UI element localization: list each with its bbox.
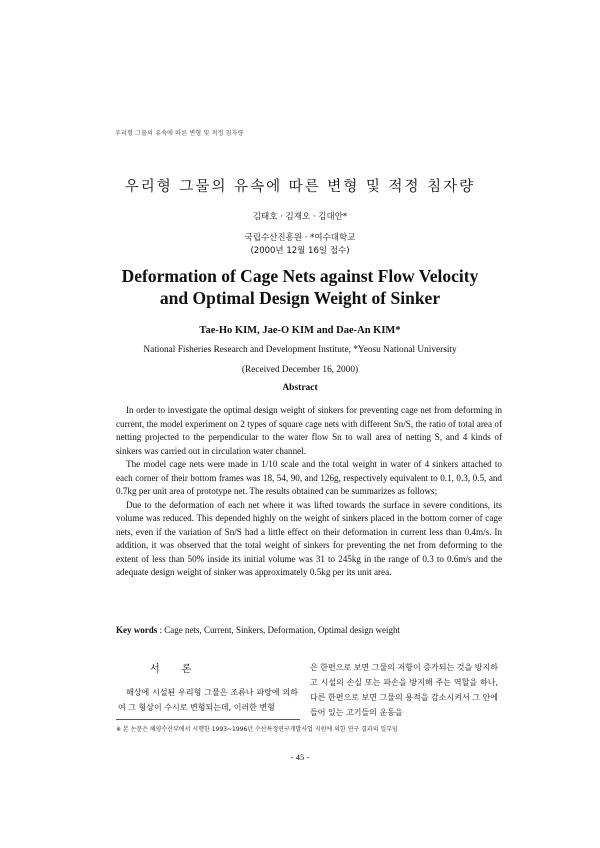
abstract-paragraph: Due to the deformation of each net where it was lifted towards the surface in severe conditions, its volume was reduced. This depended highly on the weight of sinkers placed in the bottom corner of cage nets, even if the variation of Sn/S had a little effect on their deformation in current less than 0.4m/s. In addition, it was observed that the total weight of sinkers for preventing the net from deforming to the extent of less than 50% inside its initial volume was 31 to 245kg in the range of 0.3 to 0.6m/s and the adequate design weight of sinker was approximately 0.5kg per its unit area. <box>116 499 502 577</box>
footnote: ※ 본 논문은 해양수산부에서 시행한 1993~1996년 수산특정연구개발사업 지원에 의한 연구 결과의 일부임 <box>116 726 398 733</box>
affiliation-korean: 국립수산진흥원 · *여수대학교 <box>244 233 356 243</box>
footnote-divider <box>116 719 300 720</box>
abstract-paragraph: The model cage nets were made in 1/10 scale and the total weight in water of 4 sinkers attached to each corner of their bottom frames was 18, 54, 90, and 126g, respectively equivalent to 0.1, 0.3, 0.5, and 0.7kg per unit area of prototype net. The results obtained can be summarizes as follows; <box>116 459 502 496</box>
running-head: 우리형 그물의 유속에 따른 변형 및 적정 침자량 <box>115 130 244 137</box>
affiliation-english: National Fisheries Research and Development Institute, *Yeosu National University <box>143 345 457 355</box>
authors-english: Tae-Ho KIM, Jae-O KIM and Dae-An KIM* <box>199 325 401 336</box>
received-date-korean: (2000년 12월 16일 접수) <box>250 246 350 256</box>
body-paragraph: 해상에 시설된 우리형 그물은 조류나 파랑에 의하여 그 형상이 수시로 변형되는데, 이러한 변형 <box>118 688 298 712</box>
body-text-left-column <box>118 685 298 715</box>
title-english-line1: Deformation of Cage Nets against Flow Velocity <box>121 266 479 286</box>
authors-korean: 김태호 · 김재오 · 김대안* <box>252 212 348 222</box>
abstract-heading: Abstract <box>282 383 318 393</box>
received-date-english: (Received December 16, 2000) <box>241 365 359 375</box>
abstract-paragraph: In order to investigate the optimal design weight of sinkers for preventing cage net from deforming in current, the model experiment on 2 types of square cage nets with different Sn/S, the ratio of total area of netting projected to the perpendicular to the water flow Sn to wall area of netting S, and 4 kinds of sinkers was carried out in circulation water channel. <box>116 405 502 456</box>
keywords-label: Key words <box>116 625 158 635</box>
page-number: - 45 - <box>290 752 310 762</box>
keywords <box>116 625 506 635</box>
section-heading-introduction: 서론 <box>150 664 214 675</box>
keywords-text: : Cage nets, Current, Sinkers, Deformation, Optimal design weight <box>159 625 400 635</box>
title-korean: 우리형 그물의 유속에 따른 변형 및 적정 침자량 <box>124 179 476 195</box>
body-text-right-column: 은 한편으로 보면 그물의 저항이 증가되는 것을 방지하고 시설의 손실 또는 파손을 방지해 주는 역할을 하나, 다른 한편으로 보면 그물의 용적을 감소시켜서 그 안에 들어 있는 고기들의 운동을 <box>310 663 498 717</box>
title-english-line2: and Optimal Design Weight of Sinker <box>159 288 441 308</box>
abstract-body <box>116 404 502 580</box>
title-english <box>0 265 600 309</box>
